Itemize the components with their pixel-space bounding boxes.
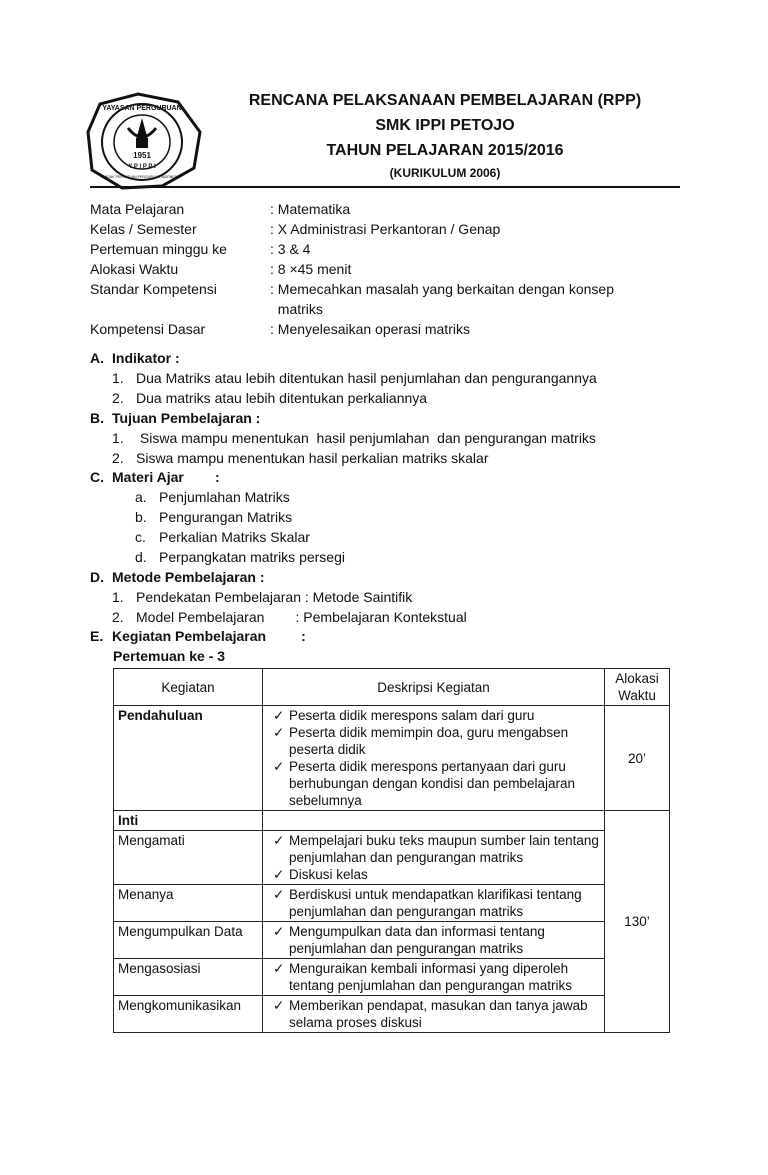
row-label: Mengkomunikasikan	[114, 996, 263, 1033]
logo-bottom: INDUK PERSATUAN PERGURUAN INDONESIA	[103, 175, 181, 179]
check-item: ✓ Peserta didik memimpin doa, guru mengabsen peserta didik	[267, 724, 600, 758]
table-row	[114, 959, 670, 996]
section-b-heading: B. Tujuan Pembelajaran :	[90, 410, 261, 426]
list-item: b. Pengurangan Matriks	[135, 509, 293, 525]
check-item: ✓ Menguraikan kembali informasi yang diperoleh tentang penjumlahan dan pengurangan matriks	[267, 960, 600, 994]
section-c-heading: C. Materi Ajar :	[90, 469, 220, 485]
row-label: Mengasosiasi	[114, 959, 263, 996]
list-item: 1. Pendekatan Pembelajaran : Metode Saintifik	[112, 589, 413, 605]
row-description	[263, 811, 605, 831]
check-item: ✓ Diskusi kelas	[267, 866, 600, 883]
header-deskripsi: Deskripsi Kegiatan	[263, 669, 605, 706]
list-item: 2. Model Pembelajaran : Pembelajaran Kontekstual	[112, 609, 467, 625]
list-item: a. Penjumlahan Matriks	[135, 489, 290, 505]
table-row	[114, 831, 670, 885]
logo-short: Y P I P P I	[128, 164, 156, 170]
section-e-heading: E. Kegiatan Pembelajaran :	[90, 628, 306, 644]
logo-ring-text: YAYASAN PERGURUAN	[102, 105, 182, 112]
school-name: SMK IPPI PETOJO	[375, 117, 515, 134]
section-d-heading: D. Metode Pembelajaran :	[90, 569, 265, 585]
table-header-row	[114, 669, 670, 706]
check-item: ✓ Peserta didik merespons pertanyaan dari guru berhubungan dengan kondisi dan pembelajaran sebelumnya	[267, 758, 600, 809]
meeting-label: Pertemuan ke - 3	[113, 648, 226, 664]
time-allocation: 130’	[605, 811, 670, 1033]
check-item: ✓ Mengumpulkan data dan informasi tentang penjumlahan dan pengurangan matriks	[267, 923, 600, 957]
row-label: Mengumpulkan Data	[114, 922, 263, 959]
check-item: ✓ Peserta didik merespons salam dari guru	[267, 707, 600, 724]
document-title: RENCANA PELAKSANAAN PEMBELAJARAN (RPP)	[248, 92, 642, 109]
list-item: 2. Siswa mampu menentukan hasil perkalian matriks skalar	[112, 450, 489, 466]
row-description	[263, 996, 605, 1033]
curriculum-label: (KURIKULUM 2006)	[389, 166, 501, 180]
row-label: Mengamati	[114, 831, 263, 885]
school-logo	[78, 92, 206, 190]
table-row	[114, 885, 670, 922]
logo-year: 1951	[133, 151, 151, 160]
row-description	[263, 959, 605, 996]
check-item: ✓ Mempelajari buku teks maupun sumber lain tentang penjumlahan dan pengurangan matriks	[267, 832, 600, 866]
row-label: Menanya	[114, 885, 263, 922]
row-description	[263, 922, 605, 959]
row-description	[263, 706, 605, 811]
row-description	[263, 885, 605, 922]
list-item: d. Perpangkatan matriks persegi	[135, 549, 345, 565]
activity-table	[113, 668, 670, 1033]
header-kegiatan: Kegiatan	[114, 669, 263, 706]
list-item: 1. Dua Matriks atau lebih ditentukan hasil penjumlahan dan pengurangannya	[112, 370, 597, 386]
header-divider	[90, 186, 680, 188]
list-item: 1. Siswa mampu menentukan hasil penjumlahan dan pengurangan matriks	[112, 430, 596, 446]
row-label: Pendahuluan	[114, 706, 263, 811]
academic-year: TAHUN PELAJARAN 2015/2016	[326, 142, 564, 159]
table-row	[114, 811, 670, 831]
row-description	[263, 831, 605, 885]
header-alokasi: Alokasi Waktu	[605, 669, 670, 706]
list-item: c. Perkalian Matriks Skalar	[135, 529, 310, 545]
list-item: 2. Dua matriks atau lebih ditentukan perkaliannya	[112, 390, 428, 406]
table-row	[114, 706, 670, 811]
section-a-heading: A. Indikator :	[90, 350, 180, 366]
row-label: Inti	[114, 811, 263, 831]
table-row	[114, 922, 670, 959]
time-allocation: 20’	[605, 706, 670, 811]
check-item: ✓ Memberikan pendapat, masukan dan tanya jawab selama proses diskusi	[267, 997, 600, 1031]
table-row	[114, 996, 670, 1033]
check-item: ✓ Berdiskusi untuk mendapatkan klarifikasi tentang penjumlahan dan pengurangan matriks	[267, 886, 600, 920]
